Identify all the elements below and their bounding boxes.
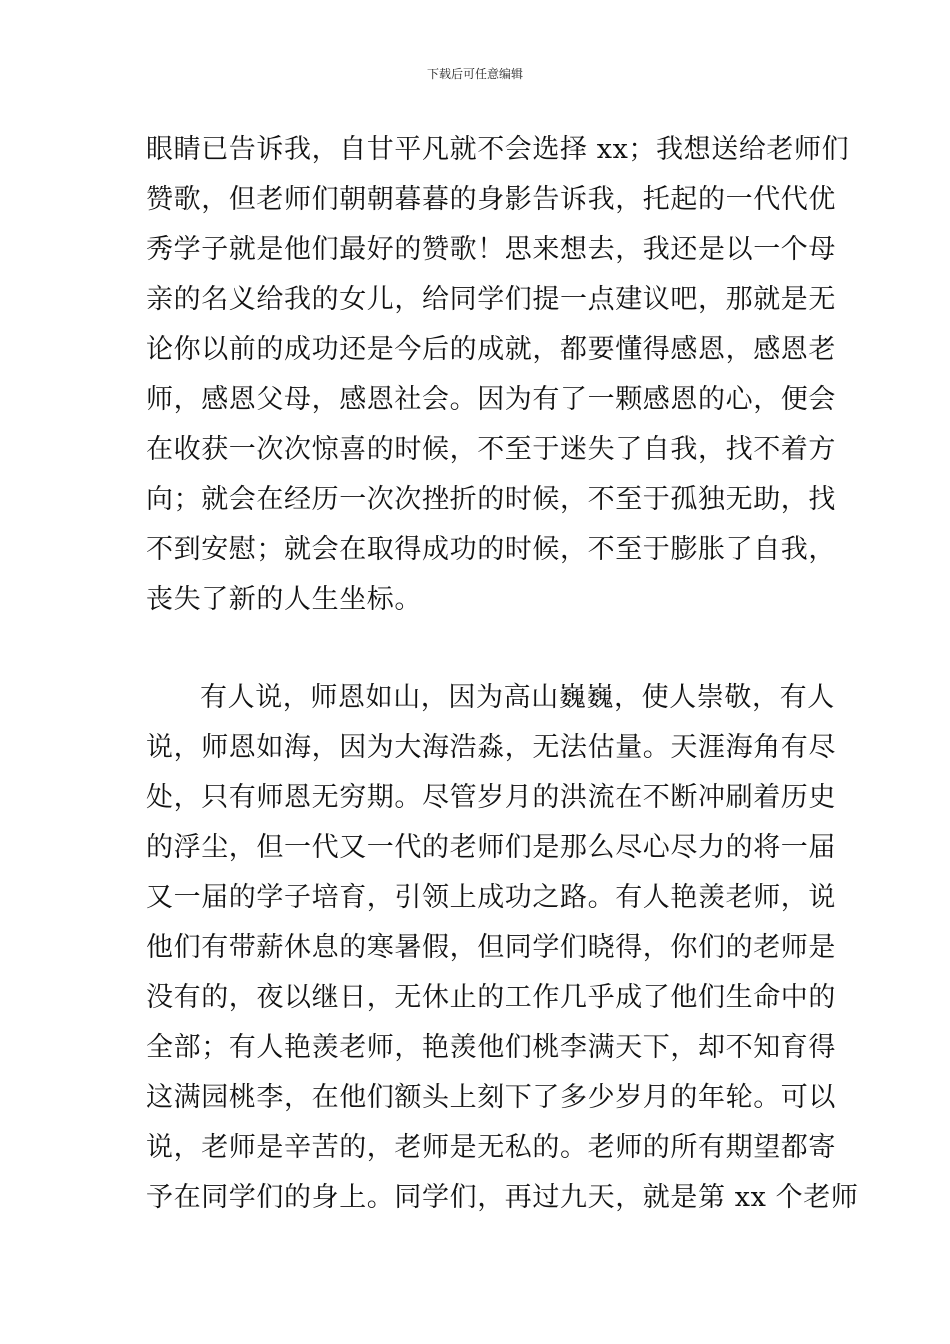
paragraph-1-line: 不到安慰；就会在取得成功的时候，不至于膨胀了自我， (146, 534, 836, 565)
paragraph-2-line: 说，老师是辛苦的，老师是无私的。老师的所有期望都寄 (146, 1132, 836, 1163)
page-header: 下载后可任意编辑 (426, 67, 523, 81)
paragraph-1-line: 赞歌，但老师们朝朝暮暮的身影告诉我，托起的一代代优 (146, 184, 836, 215)
paragraph-2-line: 又一届的学子培育，引领上成功之路。有人艳羡老师，说 (146, 882, 836, 913)
paragraph-2-line: 予在同学们的身上。同学们，再过九天，就是第 xx 个老师 (146, 1182, 859, 1213)
paragraph-2-line: 的浮尘，但一代又一代的老师们是那么尽心尽力的将一届 (146, 832, 836, 863)
paragraph-1-line: 论你以前的成功还是今后的成就，都要懂得感恩，感恩老 (146, 334, 836, 365)
paragraph-2-line: 全部；有人艳羡老师，艳羡他们桃李满天下，却不知育得 (146, 1032, 836, 1063)
paragraph-2-line: 处，只有师恩无穷期。尽管岁月的洪流在不断冲刷着历史 (146, 782, 836, 813)
paragraph-1-line: 亲的名义给我的女儿，给同学们提一点建议吧，那就是无 (146, 284, 836, 315)
paragraph-2-line: 他们有带薪休息的寒暑假，但同学们晓得，你们的老师是 (146, 932, 836, 963)
paragraph-1-line: 丧失了新的人生坐标。 (146, 584, 422, 615)
paragraph-1-line: 眼睛已告诉我，自甘平凡就不会选择 xx；我想送给老师们 (146, 134, 850, 165)
paragraph-1-line: 在收获一次次惊喜的时候，不至于迷失了自我，找不着方 (146, 434, 836, 465)
paragraph-2-line: 这满园桃李，在他们额头上刻下了多少岁月的年轮。可以 (146, 1082, 836, 1113)
paragraph-1-line: 师，感恩父母，感恩社会。因为有了一颗感恩的心，便会 (146, 384, 836, 415)
paragraph-2-line: 没有的，夜以继日，无休止的工作几乎成了他们生命中的 (146, 982, 836, 1013)
paragraph-1-line: 向；就会在经历一次次挫折的时候，不至于孤独无助，找 (146, 484, 836, 515)
paragraph-1-line: 秀学子就是他们最好的赞歌！思来想去，我还是以一个母 (146, 234, 836, 265)
paragraph-2-line: 说，师恩如海，因为大海浩淼，无法估量。天涯海角有尽 (146, 732, 836, 763)
paragraph-2-line: 有人说，师恩如山，因为高山巍巍，使人崇敬，有人 (200, 682, 835, 713)
